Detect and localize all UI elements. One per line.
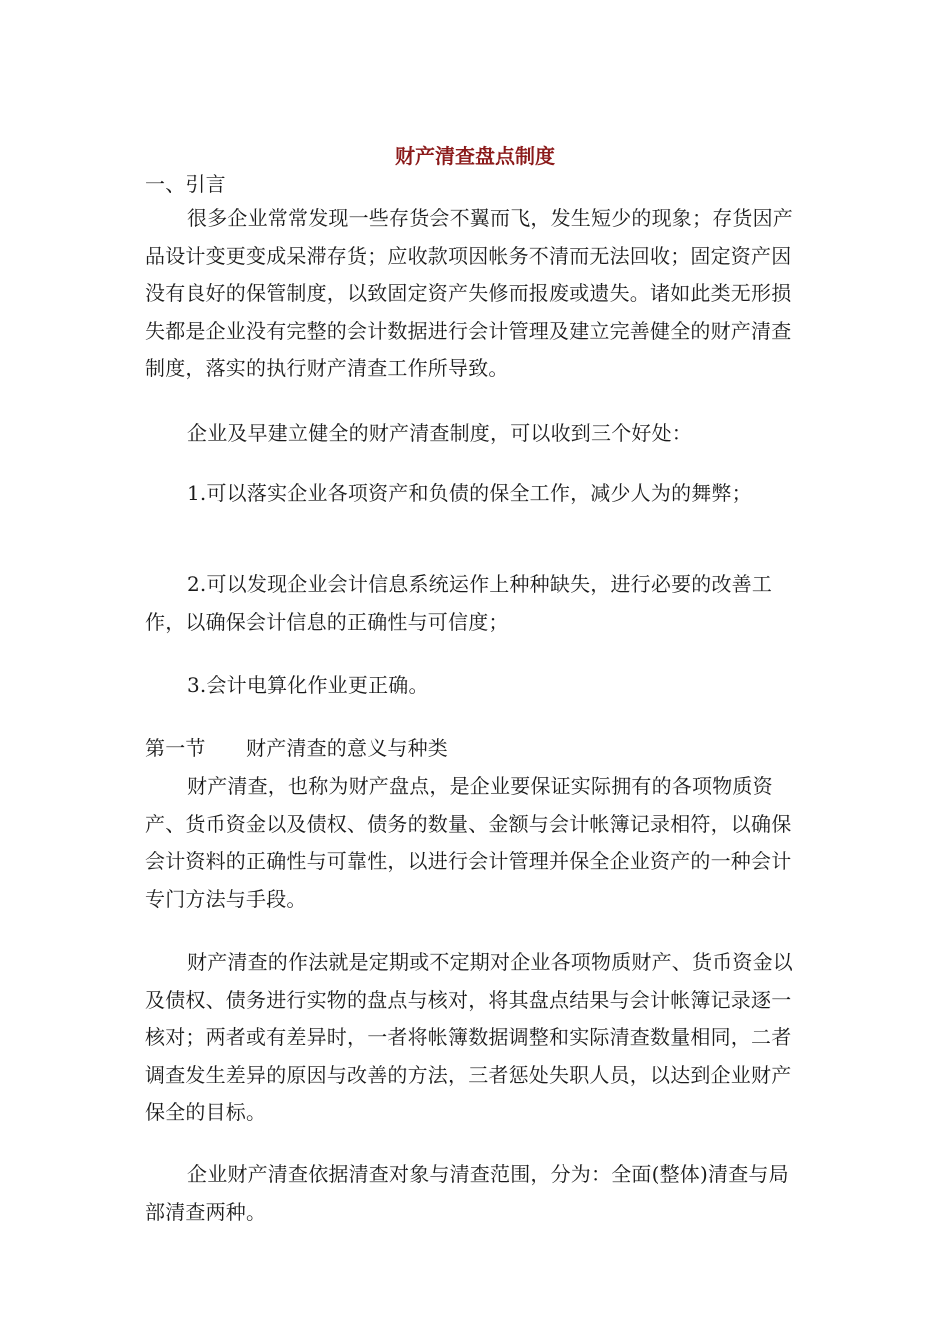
benefit-item-1: 1.可以落实企业各项资产和负债的保全工作，减少人为的舞弊； [187,481,752,505]
section-1-paragraph-2: 财产清查的作法就是定期或不定期对企业各项物质财产、货币资金以及债权、债务进行实物的盘点与核对，将其盘点结果与会计帐簿记录逐一核对；两者或有差异时，一者将帐簿数据调整和实际清查数量相同，二者调查发生差异的原因与改善的方法，三者惩处失职人员，以达到企业财产保全的目标。 [145,950,793,1124]
document-title: 财产清查盘点制度 [395,144,555,168]
section-1-paragraph-1: 财产清查，也称为财产盘点，是企业要保证实际拥有的各项物质资产、货币资金以及债权、债务的数量、金额与会计帐簿记录相符，以确保会计资料的正确性与可靠性，以进行会计管理并保全企业资产的一种会计专门方法与手段。 [145,774,792,911]
section-1-paragraph-3: 企业财产清查依据清查对象与清查范围，分为：全面(整体)清查与局部清查两种。 [145,1162,789,1224]
section-intro-heading: 一、引言 [145,172,226,196]
benefit-item-3: 3.会计电算化作业更正确。 [187,673,429,697]
intro-paragraph-2: 企业及早建立健全的财产清查制度，可以收到三个好处： [187,421,692,445]
intro-paragraph-1: 很多企业常常发现一些存货会不翼而飞，发生短少的现象；存货因产品设计变更变成呆滞存货；应收款项因帐务不清而无法回收；固定资产因没有良好的保管制度，以致固定资产失修而报废或遗失。诸如此类无形损失都是企业没有完整的会计数据进行会计管理及建立完善健全的财产清查制度，落实的执行财产清查工作所导致。 [145,206,793,380]
section-1-heading: 第一节 财产清查的意义与种类 [145,736,448,760]
benefit-item-2: 2.可以发现企业会计信息系统运作上种种缺失，进行必要的改善工作，以确保会计信息的正确性与可信度； [145,572,773,634]
